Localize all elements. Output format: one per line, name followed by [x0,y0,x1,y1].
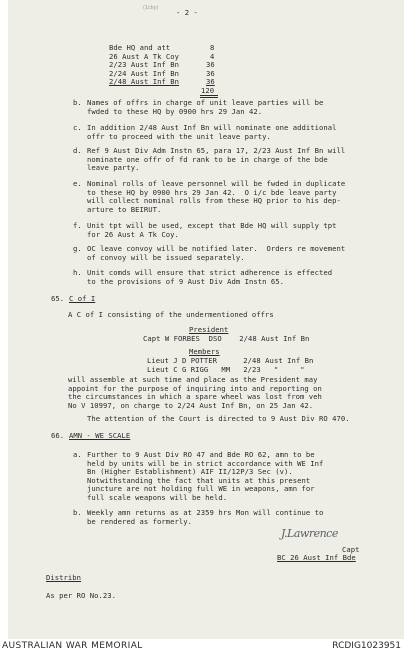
para-line: to the provisions of 9 Aust Div Adm Instn 65. [87,276,284,286]
para-line: to these HQ by 0900 hrs 29 Jan 42. O i/c bde leave party [87,187,337,197]
para-line: leave party. [87,163,140,172]
para-letter: b. [73,508,82,517]
signature-rank: Capt [342,545,360,554]
page-number: - 2 - [176,8,198,17]
para-letter: c. [73,123,82,132]
president-heading: President [189,325,229,334]
para-line: Unit tpt will be used, except that Bde HQ will supply tpt [87,221,337,230]
archive-name: AUSTRALIAN WAR MEMORIAL [2,641,143,651]
para-line: arture to BEIRUT. [87,204,162,214]
para-line: be rendered as formerly. [87,516,193,526]
section-intro: A C of I consisting of the undermentioned offrs [68,310,274,319]
para-line: Nominal rolls of leave personnel will be fwded in duplicate [87,179,346,188]
para-letter: a. [73,450,82,459]
para-line: of convoy will be issued separately. [87,252,245,262]
para-line: full scale weapons will be held. [87,492,228,502]
members-heading: Members [189,347,220,356]
para-line: Weekly amn returns as at 2359 hrs Mon will continue to [87,508,324,517]
archive-footer [0,639,405,654]
signature-appointment: BC 26 Aust Inf Bde [277,553,356,562]
distribution-text: As per RO No.23. [46,591,117,600]
total-double-rule [200,95,218,96]
section-heading: C of I [69,294,96,303]
attention-line: The attention of the Court is directed to 9 Aust Div RO 470. [87,414,350,423]
member-line: Lieut C G RIGG MM 2/23 " " [147,364,305,374]
allocation-unit: 2/24 Aust Inf Bn [109,68,180,78]
president-line: Capt W FORBES DSO 2/48 Aust Inf Bn [143,334,310,343]
handwritten-signature: J.Lawrence [281,527,338,540]
body-line: appoint for the purpose of inquiring into and reporting on [68,383,322,393]
para-letter: h. [73,268,82,277]
allocation-count: 36 [206,68,215,78]
para-line: Unit comds will ensure that strict adherence is effected [87,268,333,277]
para-line: Notwithstanding the fact that units at this present [87,475,311,485]
para-line: juncture are not holding full WE in weapons, amn for [87,484,315,493]
para-line: held by units will be in strict accordance with WE Inf [87,458,324,468]
para-line: fwded to these HQ by 0900 hrs 29 Jan 42. [87,106,263,116]
para-line: Further to 9 Aust Div RO 47 and Bde RO 62, amn to be [87,450,315,459]
para-letter: d. [73,146,82,155]
para-line: offr to proceed with the unit leave party. [87,131,271,141]
para-line: will collect nominal rolls from these HQ prior to his dep- [87,196,341,205]
para-line: In addition 2/48 Aust Inf Bn will nominate one additional [87,123,337,132]
para-line: Names of offrs in charge of unit leave parties will be [87,98,324,107]
corner-mark: (1cky) [143,5,159,11]
section-number: 65. [51,294,65,303]
allocation-count: 36 [206,60,215,69]
allocation-unit: Bde HQ and att [109,43,171,52]
para-letter: f. [73,221,82,230]
allocation-unit: 2/48 Aust Inf Bn [109,77,180,86]
para-line: OC leave convoy will be notified later. Orders re movement [87,244,346,253]
body-line: the circumstances in which a spare wheel was lost from veh [68,392,322,401]
body-line: No V 10997, on charge to 2/24 Aust Inf Bn, on 25 Jan 42. [68,400,314,410]
allocation-total: 120 [201,86,215,95]
para-letter: g. [73,244,82,253]
para-line: Ref 9 Aust Div Adm Instn 65, para 17, 2/23 Aust Inf Bn will [87,146,346,155]
allocation-unit: 26 Aust A Tk Coy [109,51,180,61]
para-line: for 26 Aust A Tk Coy. [87,229,179,239]
allocation-count: 8 [210,43,215,52]
body-line: will assemble at such time and place as the President may [68,375,318,384]
para-letter: e. [73,179,82,188]
para-line: nominate one offr of fd rank to be in charge of the bde [87,154,328,164]
allocation-unit: 2/23 Aust Inf Bn [109,60,180,69]
distribution-heading: Distribn [46,573,82,582]
para-line: Bn (Higher Establishment) AIF II/12P/3 Sec (v). [87,467,293,476]
allocation-count: 36 [206,77,215,86]
document-page [8,0,404,639]
archive-reference: RCDIG1023951 [332,641,401,651]
section-heading: AMN - WE SCALE [69,431,131,440]
para-letter: b. [73,98,82,107]
member-line: Lieut J D POTTER 2/48 Aust Inf Bn [147,356,314,365]
allocation-count: 4 [210,51,215,61]
section-number: 66. [51,431,65,440]
